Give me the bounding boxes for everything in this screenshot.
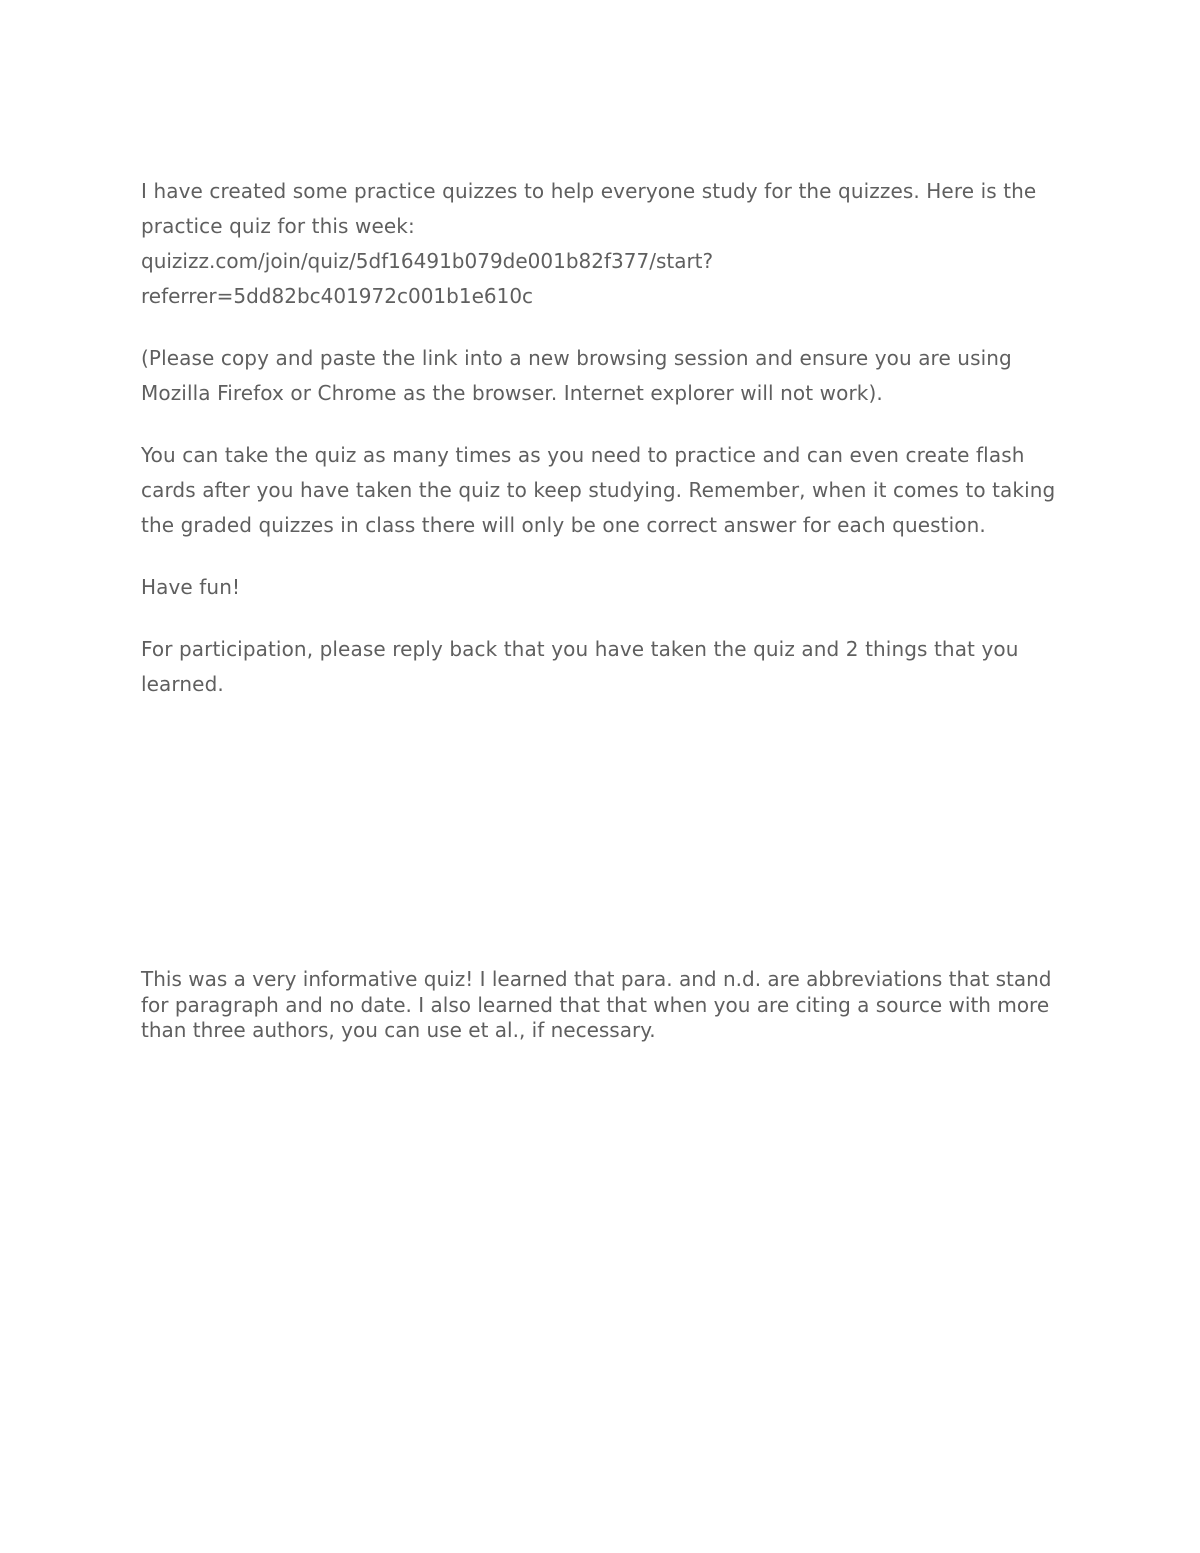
participation-paragraph: For participation, please reply back that you have taken the quiz and 2 things that you learned. [141, 637, 1019, 696]
have-fun-paragraph: Have fun! [141, 575, 241, 599]
reply-paragraph: This was a very informative quiz! I learned that para. and n.d. are abbreviations that stand for paragraph and no date. I also learned that that when you are citing a source with more than three authors, you can use et al., if necessary. [141, 967, 1052, 1042]
browser-note-paragraph: (Please copy and paste the link into a new browsing session and ensure you are using Mozilla Firefox or Chrome as the browser. Internet explorer will not work). [141, 346, 1012, 405]
quiz-link-line-2[interactable]: referrer=5dd82bc401972c001b1e610c [141, 284, 534, 308]
intro-paragraph: I have created some practice quizzes to help everyone study for the quizzes. Here is the practice quiz for this week: [141, 179, 1037, 238]
practice-info-paragraph: You can take the quiz as many times as you need to practice and can even create flash cards after you have taken the quiz to keep studying. Remember, when it comes to taking the graded quizzes in class there will only be one correct answer for each question. [141, 443, 1056, 537]
quiz-link[interactable] [141, 244, 1071, 314]
quiz-link-line-1[interactable]: quizizz.com/join/quiz/5df16491b079de001b82f377/start? [141, 249, 714, 273]
instructions-block [141, 174, 1071, 702]
